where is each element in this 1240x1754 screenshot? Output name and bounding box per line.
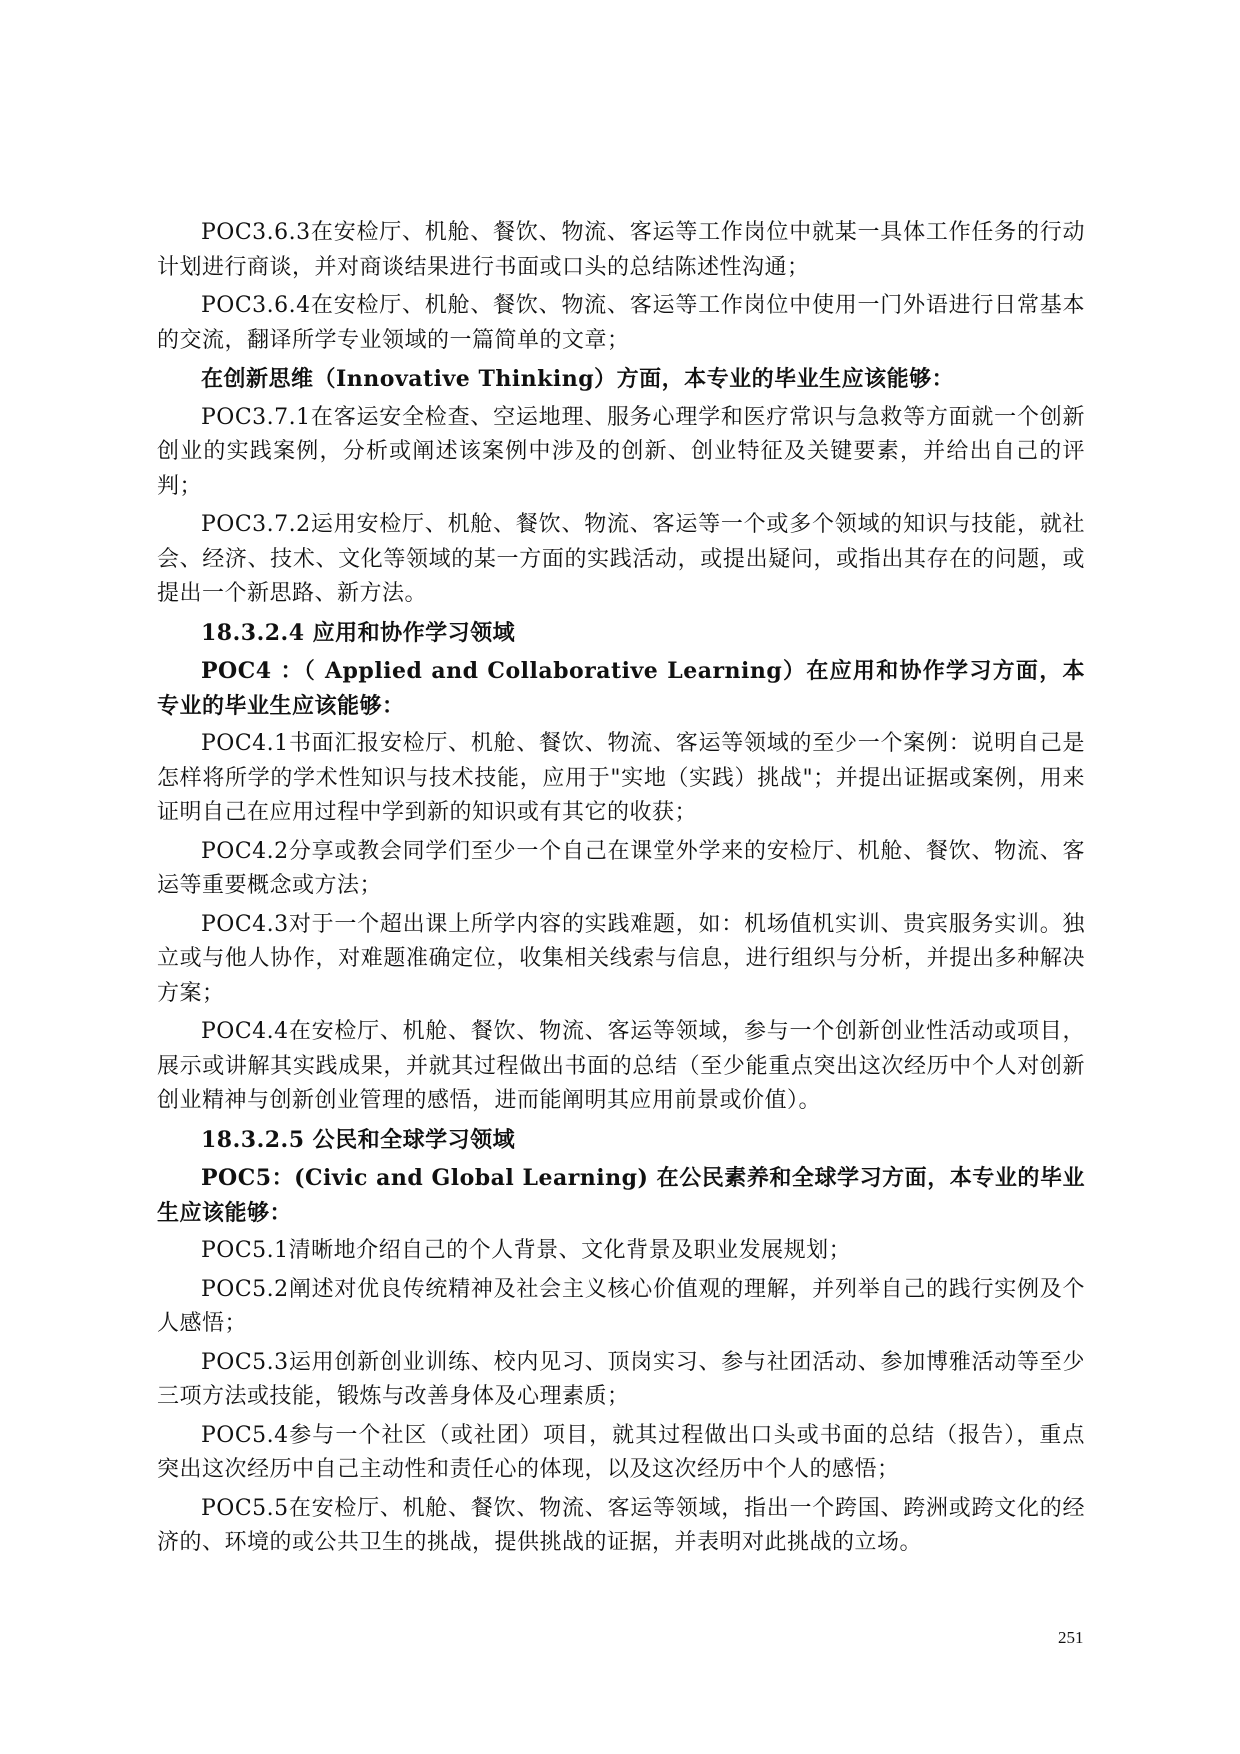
paragraph-poc4-2: POC4.2分享或教会同学们至少一个自己在课堂外学来的安检厅、机舱、餐饮、物流、客运等重要概念或方法；	[157, 838, 1085, 898]
paragraph-poc3-6-4: POC3.6.4在安检厅、机舱、餐饮、物流、客运等工作岗位中使用一门外语进行日常基本的交流，翻译所学专业领域的一篇简单的文章；	[157, 293, 1085, 353]
section-heading-18-3-2-4: 18.3.2.4 应用和协作学习领域	[201, 619, 516, 646]
paragraph-poc5-3: POC5.3运用创新创业训练、校内见习、顶岗实习、参与社团活动、参加博雅活动等至少三项方法或技能，锻炼与改善身体及心理素质；	[157, 1349, 1085, 1409]
paragraph-poc3-7-2: POC3.7.2运用安检厅、机舱、餐饮、物流、客运等一个或多个领域的知识与技能，就社会、经济、技术、文化等领域的某一方面的实践活动，或提出疑问，或指出其存在的问题，或提出一个新思路、新方法。	[157, 512, 1085, 606]
paragraph-poc4-1: POC4.1书面汇报安检厅、机舱、餐饮、物流、客运等领域的至少一个案例：说明自己是怎样将所学的学术性知识与技术技能，应用于"实地（实践）挑战"；并提出证据或案例，用来证明自己在应用过程中学到新的知识或有其它的收获；	[157, 731, 1085, 825]
heading-poc4: POC4 ：（ Applied and Collaborative Learning）在应用和协作学习方面，本专业的毕业生应该能够：	[157, 658, 1085, 719]
paragraph-poc3-6-3: POC3.6.3在安检厅、机舱、餐饮、物流、客运等工作岗位中就某一具体工作任务的行动计划进行商谈，并对商谈结果进行书面或口头的总结陈述性沟通；	[157, 220, 1085, 280]
paragraph-poc4-3: POC4.3对于一个超出课上所学内容的实践难题，如：机场值机实训、贵宾服务实训。独立或与他人协作，对难题准确定位，收集相关线索与信息，进行组织与分析，并提出多种解决方案；	[157, 911, 1085, 1006]
section-heading-18-3-2-5: 18.3.2.5 公民和全球学习领域	[201, 1126, 516, 1153]
paragraph-poc3-7-1: POC3.7.1在客运安全检查、空运地理、服务心理学和医疗常识与急救等方面就一个创新创业的实践案例，分析或阐述该案例中涉及的创新、创业特征及关键要素，并给出自己的评判；	[157, 404, 1085, 499]
heading-innovative-thinking: 在创新思维（Innovative Thinking）方面，本专业的毕业生应该能够：	[201, 366, 955, 392]
paragraph-poc5-2: POC5.2阐述对优良传统精神及社会主义核心价值观的理解，并列举自己的践行实例及个人感悟；	[157, 1276, 1085, 1336]
document-body	[157, 216, 1085, 1565]
paragraph-poc5-5: POC5.5在安检厅、机舱、餐饮、物流、客运等领域，指出一个跨国、跨洲或跨文化的经济的、环境的或公共卫生的挑战，提供挑战的证据，并表明对此挑战的立场。	[157, 1495, 1085, 1555]
paragraph-poc5-4: POC5.4参与一个社区（或社团）项目，就其过程做出口头或书面的总结（报告），重点突出这次经历中自己主动性和责任心的体现，以及这次经历中个人的感悟；	[157, 1422, 1085, 1482]
page-number: 251	[1058, 1628, 1084, 1647]
paragraph-poc5-1: POC5.1清晰地介绍自己的个人背景、文化背景及职业发展规划；	[201, 1238, 852, 1263]
paragraph-poc4-4: POC4.4在安检厅、机舱、餐饮、物流、客运等领域，参与一个创新创业性活动或项目，展示或讲解其实践成果，并就其过程做出书面的总结（至少能重点突出这次经历中个人对创新创业精神与创新创业管理的感悟，进而能阐明其应用前景或价值）。	[157, 1019, 1085, 1113]
heading-poc5: POC5：(Civic and Global Learning) 在公民素养和全球学习方面，本专业的毕业生应该能够：	[157, 1165, 1085, 1226]
